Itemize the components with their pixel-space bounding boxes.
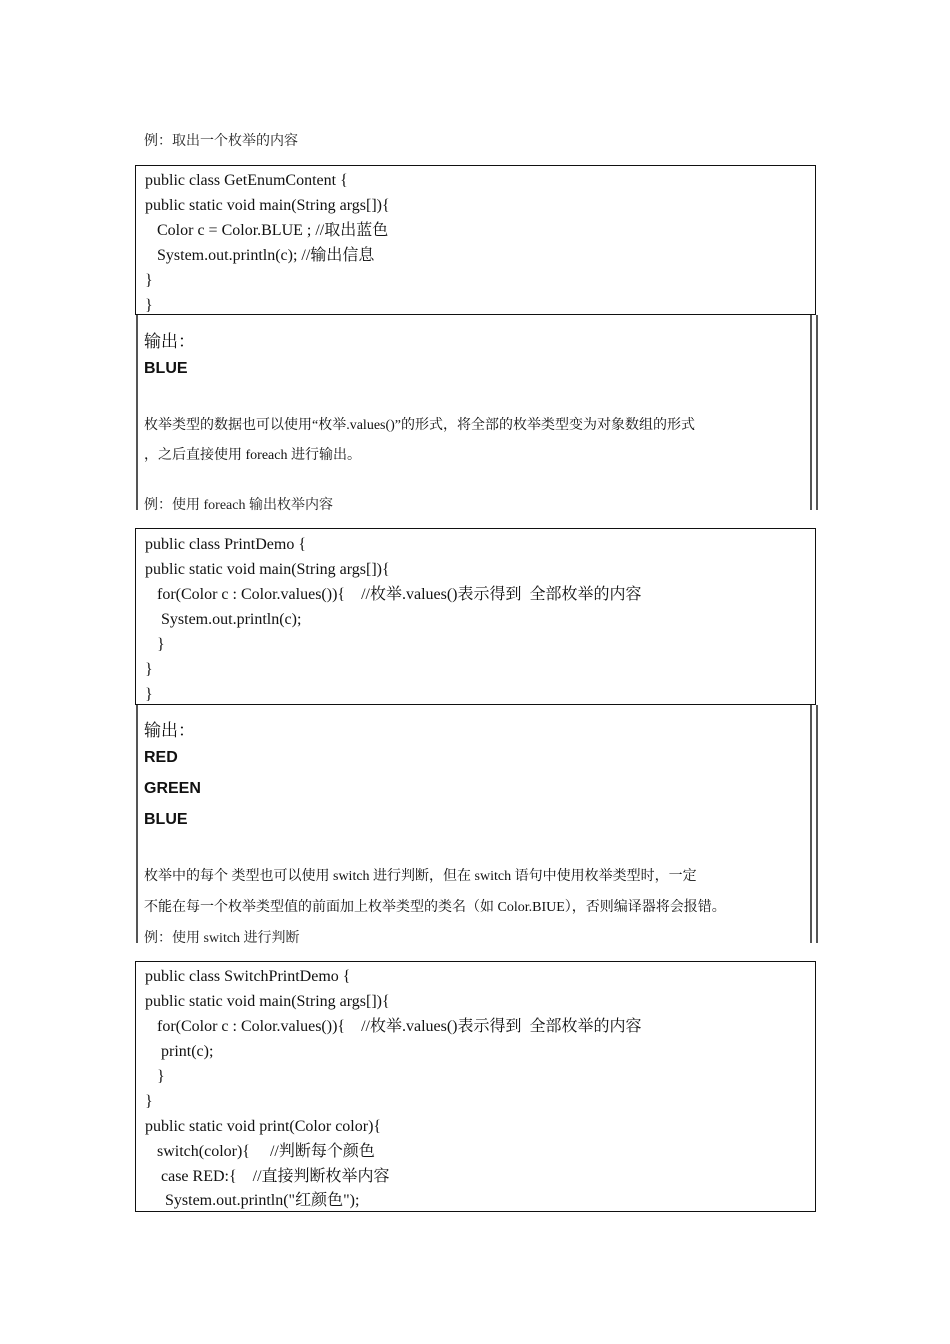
- code-line: for(Color c : Color.values()){ //枚举.values()表示得到 全部枚举的内容: [145, 1018, 642, 1035]
- code-line: public class PrintDemo {: [145, 536, 306, 553]
- code-line: public class SwitchPrintDemo {: [145, 968, 351, 985]
- paragraph-line: ，之后直接使用 foreach 进行输出。: [144, 448, 361, 463]
- code-block-2: [135, 528, 816, 705]
- example1-caption: 例：取出一个枚举的内容: [144, 134, 298, 149]
- code-line: public static void main(String args[]){: [145, 197, 390, 214]
- code-line: Color c = Color.BLUE ; //取出蓝色: [145, 222, 389, 239]
- code-line: case RED:{ //直接判断枚举内容: [145, 1168, 390, 1185]
- frame-left-line: [136, 705, 138, 943]
- frame-left-line: [136, 315, 138, 510]
- output-value: RED: [144, 749, 178, 766]
- code-line: print(c);: [145, 1043, 214, 1060]
- code-line: }: [145, 686, 153, 703]
- code-line: }: [145, 661, 153, 678]
- code-line: public static void main(String args[]){: [145, 561, 390, 578]
- paragraph-line: 枚举中的每个 类型也可以使用 switch 进行判断，但在 switch 语句中使用枚举类型时，一定: [144, 869, 697, 884]
- code-block-3: [135, 961, 816, 1212]
- code-line: public static void main(String args[]){: [145, 993, 390, 1010]
- code-line: public class GetEnumContent {: [145, 172, 348, 189]
- code-line: switch(color){ //判断每个颜色: [145, 1143, 375, 1160]
- code-line: public static void print(Color color){: [145, 1118, 382, 1135]
- code-line: }: [145, 297, 153, 314]
- frame-right-line: [810, 705, 812, 943]
- code-line: }: [145, 272, 153, 289]
- output-title: 输出：: [144, 332, 195, 351]
- example3-caption: 例：使用 switch 进行判断: [144, 931, 300, 946]
- code-line: }: [145, 1068, 165, 1085]
- paragraph-line: 枚举类型的数据也可以使用“枚举.values()”的形式，将全部的枚举类型变为对象数组的形式: [144, 418, 696, 433]
- code-block-1: [135, 165, 816, 315]
- code-line: }: [145, 1093, 153, 1110]
- output-value: BLUE: [144, 360, 188, 377]
- output-title: 输出：: [144, 721, 195, 740]
- output-value: GREEN: [144, 780, 201, 797]
- frame-right-line: [810, 315, 812, 510]
- paragraph-line: 不能在每一个枚举类型值的前面加上枚举类型的类名（如 Color.BIUE），否则编译器将会报错。: [144, 900, 726, 915]
- code-line: System.out.println(c); //输出信息: [145, 247, 375, 264]
- frame-right-line: [816, 315, 818, 510]
- code-line: for(Color c : Color.values()){ //枚举.values()表示得到 全部枚举的内容: [145, 586, 642, 603]
- frame-right-line: [816, 705, 818, 943]
- code-line: System.out.println(c);: [145, 611, 302, 628]
- example2-caption: 例：使用 foreach 输出枚举内容: [144, 498, 333, 513]
- code-line: }: [145, 636, 165, 653]
- code-line: System.out.println("红颜色");: [145, 1192, 360, 1209]
- output-value: BLUE: [144, 811, 188, 828]
